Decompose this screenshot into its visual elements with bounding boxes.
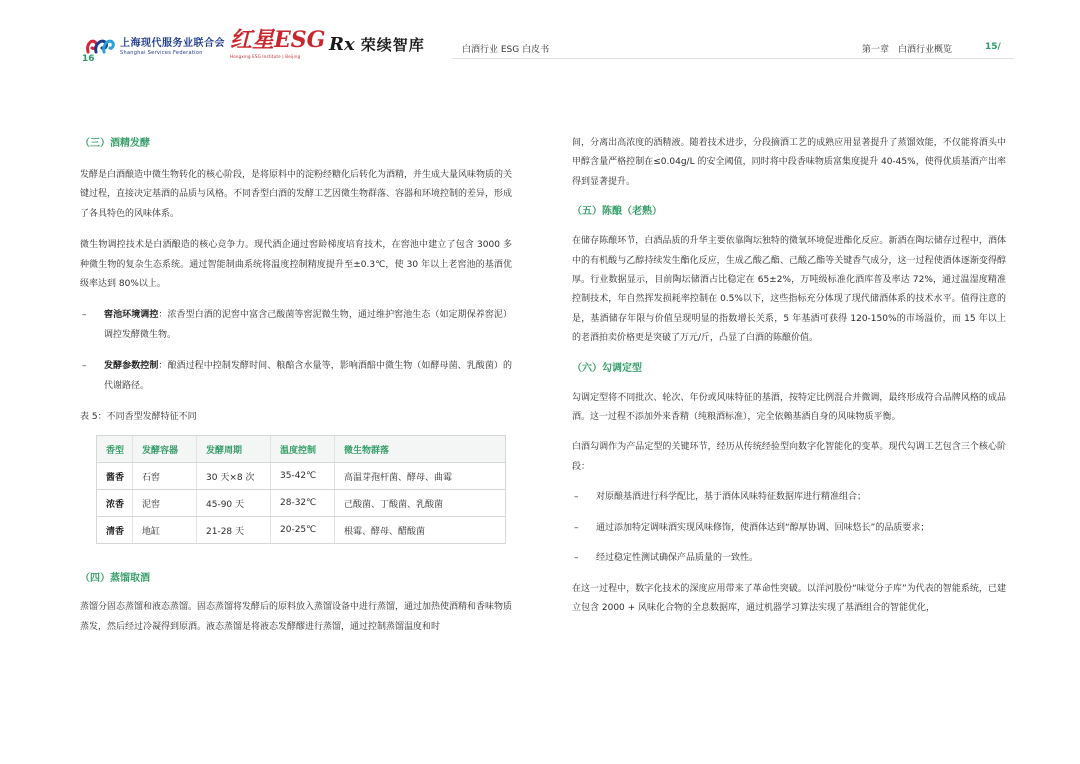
bullet-label: 发酵参数控制 [104,361,159,372]
table-row [97,463,505,490]
bullet-dash: – [574,553,579,564]
section-6-title: （六）勾调定型 [572,362,642,374]
table-cell: 20-25℃ [271,517,335,544]
blending-paragraph-2: 白酒勾调作为产品定型的关键环节，经历从传统经验型向数字化智能化的变革。现代勾调工艺包含三个核心阶段： [572,442,1006,472]
bullet-cellar-control [80,306,512,345]
fermentation-paragraph-1: 发酵是白酒酿造中微生物转化的核心阶段，是将原料中的淀粉经糖化后转化为酒精，并生成大量风味物质的关键过程，直接决定基酒的品质与风格。不同香型白酒的发酵工艺因微生物群落、容器和环境控制的差异，形成了各具特色的风味体系。 [80,170,513,219]
section-4-title: （四）蒸馏取酒 [80,573,150,585]
table-cell: 28-32℃ [271,490,335,517]
header-divider [452,58,1014,59]
column-header: 香型 [97,436,133,463]
page-header [0,0,1080,80]
blending-step-3 [572,549,1006,568]
section-3-title: （三）酒精发酵 [80,138,150,149]
table-cell: 己酸菌、丁酸菌、乳酸菌 [335,490,506,517]
column-header: 温度控制 [271,436,335,463]
federation-emblem-icon [84,34,116,56]
hongxing-esg-logo [230,27,326,62]
table-row [97,490,505,517]
bullet-dash: – [82,310,87,321]
table-caption: 表 5：不同香型发酵特征不同 [80,412,197,423]
rongxu-name: 荣续智库 [360,36,425,54]
right-column [572,134,1006,618]
table-cell: 浓香 [97,490,133,517]
table-header-row [97,436,505,463]
bullet-dash: – [574,492,579,503]
bullet-text: ：浓香型白酒的泥窖中富含己酸菌等窖泥微生物，通过维护窖池生态（如定期保养窖泥）调控发酵微生物。 [104,310,512,340]
rx-mark-icon: Rx [329,34,355,55]
left-column [80,128,512,637]
page-number-right: 15/ [985,42,1001,52]
table-cell: 清香 [106,526,125,537]
blending-step-1 [572,488,1006,507]
bullet-text: 通过添加特定调味酒实现风味修饰，使酒体达到“醇厚协调、回味悠长”的品质要求； [596,522,930,533]
table-cell: 35-42℃ [271,463,335,490]
table-cell: 地缸 [133,517,197,544]
federation-name-en: Shanghai Services Federation [120,50,203,56]
table-cell: 45-90 天 [197,490,271,517]
bullet-text: 经过稳定性测试确保产品质量的一致性。 [596,553,759,564]
bullet-dash: – [574,522,579,533]
blending-step-2 [572,519,1006,538]
bullet-text: 对原酿基酒进行科学配比，基于酒体风味特征数据库进行精准组合； [596,492,867,503]
distillation-paragraph: 蒸馏分固态蒸馏和液态蒸馏。固态蒸馏将发酵后的原料放入蒸馏设备中进行蒸馏，通过加热使酒精和香味物质蒸发，然后经过冷凝得到原酒。液态蒸馏是将液态发酵醪进行蒸馏，通过控制蒸馏温度和时 [80,602,513,632]
federation-name-cn: 上海现代服务业联合会 [120,38,225,49]
column-header: 发酵容器 [133,436,197,463]
table-row [97,517,505,544]
document-title: 白酒行业 ESG 白皮书 [462,45,550,55]
aging-paragraph: 在储存陈酿环节，白酒品质的升华主要依靠陶坛独特的微氧环境促进酯化反应。新酒在陶坛储存过程中，酒体中的有机酸与乙醇持续发生酯化反应，生成乙酸乙酯、己酸乙酯等关键香气成分，这一过程使酒体逐渐变得醇厚。行业数据显示，目前陶坛储酒占比稳定在 65±2%，万吨级标准化酒库普及率达 72%，通过温湿度精准控制技术，年自然挥发损耗率控制在 0.5%以下，这些指标充分体现了现代储酒体系的技术水平。值得注意的是，基酒储存年限与价值呈现明显的指数增长关系，5 年基酒可获得 120-150%的市场溢价，而 15 年以上的老酒拍卖价格更是突破了万元/斤，凸显了白酒的陈酿价值。 [572,236,1006,344]
bullet-dash: – [82,361,87,372]
bullet-label: 窖池环境调控 [104,310,159,321]
column-header: 发酵周期 [197,436,271,463]
digital-blending-paragraph: 在这一过程中，数字化技术的深度应用带来了革命性突破。以洋河股份“味觉分子库”为代表的智能系统，已建立包含 2000 + 风味化合物的全息数据库，通过机器学习算法实现了基酒组合的智能优化， [572,583,1006,613]
bullet-text: ：酿酒过程中控制发酵时间、粮醅含水量等，影响酒醅中微生物（如酵母菌、乳酸菌）的代谢路径。 [104,361,512,391]
hongxing-esg-subtitle: Hongxing ESG Institute | Beijing [230,54,301,59]
table-cell: 高温芽孢杆菌、酵母、曲霉 [335,463,506,490]
chapter-title: 第一章 白酒行业概览 [862,45,953,55]
table-cell: 石窖 [133,463,197,490]
table-cell: 30 天×8 次 [197,463,271,490]
table-cell: 酱香 [97,463,133,490]
distillation-paragraph-continued: 间，分离出高浓度的酒精液。随着技术进步，分段摘酒工艺的成熟应用显著提升了蒸馏效能，不仅能将酒头中甲醇含量严格控制在≤0.04g/L 的安全阈值，同时将中段香味物质富集度提升 40-45%，使得优质基酒产出率得到显著提升。 [572,138,1006,187]
hongxing-esg-wordmark: 红星ESG [230,27,326,53]
fermentation-paragraph-2: 微生物调控技术是白酒酿造的核心竞争力。现代酒企通过窖龄梯度培育技术，在窖池中建立了包含 3000 多种微生物的复杂生态系统。通过智能制曲系统将温度控制精度提升至±0.3℃，使 30 年以上老窖池的基酒优级率达到 80%以上。 [80,240,512,290]
fermentation-table [96,435,506,544]
rongxu-think-tank-logo [329,34,425,55]
page-number-left: 16 [82,54,95,64]
table-cell: 21-28 天 [197,517,271,544]
blending-paragraph-1: 勾调定型将不同批次、轮次、年份或风味特征的基酒，按特定比例混合并微调，最终形成符合品牌风格的成品酒。这一过程不添加外来香精（纯粮酒标准），完全依赖基酒自身的风味物质平衡。 [572,392,1006,423]
column-header: 微生物群落 [335,436,506,463]
table-cell: 泥窖 [133,490,197,517]
shanghai-services-federation-logo [84,34,225,56]
table-cell: 根霉、酵母、醋酸菌 [335,517,506,544]
bullet-parameter-control [80,357,512,396]
section-5-title: （五）陈酿（老熟） [572,206,662,218]
